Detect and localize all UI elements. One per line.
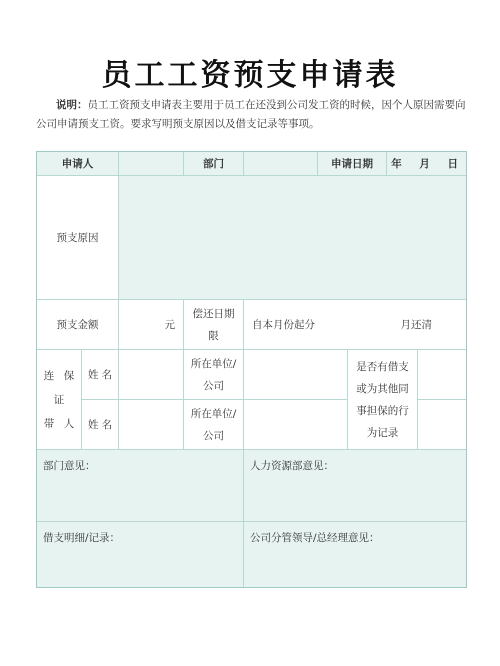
other-guarantee-line4: 为记录: [366, 426, 399, 439]
guarantor-char-3: 证: [53, 394, 65, 406]
apply-date-label: 申请日期: [318, 152, 387, 176]
page-title: 员工工资预支申请表: [101, 58, 399, 93]
guarantor-unit-field-2[interactable]: [244, 400, 348, 450]
guarantor-label: [37, 350, 82, 450]
instructions-lead: 说明：: [56, 99, 88, 111]
application-form: [36, 151, 467, 588]
dept-opinion-label: 部门意见：: [43, 460, 96, 472]
department-label: 部门: [184, 152, 244, 176]
unit-label-line1: 所在单位/: [190, 407, 237, 420]
leader-opinion-label: 公司分管领导/总经理意见：: [250, 532, 380, 544]
unit-label-line1: 所在单位/: [190, 357, 237, 370]
guarantor-unit-label-2: [184, 400, 244, 450]
department-field[interactable]: [244, 152, 318, 176]
guarantor-name-field-1[interactable]: [119, 350, 184, 400]
guarantor-char-5: 人: [63, 418, 75, 430]
reason-field[interactable]: [119, 176, 466, 300]
guarantor-name-label-2: 姓 名: [82, 400, 119, 450]
unit-label-line2: 公司: [203, 379, 224, 392]
amount-field[interactable]: [119, 300, 184, 350]
repay-plan-field[interactable]: [244, 300, 466, 350]
other-guarantee-line2: 或为其他同: [356, 382, 409, 395]
other-guarantee-field-2[interactable]: [418, 400, 466, 450]
loan-detail-field[interactable]: [37, 522, 244, 587]
currency-unit: 元: [164, 319, 175, 331]
reason-label: 预支原因: [37, 176, 119, 300]
guarantor-name-field-2[interactable]: [119, 400, 184, 450]
repay-date-label-line2: 限: [208, 329, 219, 342]
guarantor-unit-field-1[interactable]: [244, 350, 348, 400]
amount-label: 预支金额: [37, 300, 119, 350]
leader-opinion-field[interactable]: [244, 522, 466, 587]
repay-date-label: [184, 300, 244, 350]
apply-date-field[interactable]: 年 月 日: [387, 152, 466, 176]
unit-label-line2: 公司: [203, 429, 224, 442]
repay-to-text: 月还清: [400, 319, 432, 331]
hr-opinion-field[interactable]: [244, 450, 466, 522]
other-guarantee-field-1[interactable]: [418, 350, 466, 400]
applicant-label: 申请人: [37, 152, 119, 176]
dept-opinion-field[interactable]: [37, 450, 244, 522]
repay-date-label-line1: 偿还日期: [192, 307, 235, 320]
guarantor-unit-label-1: [184, 350, 244, 400]
guarantor-char-4: 带: [43, 418, 55, 430]
guarantor-char-1: 连: [43, 370, 55, 382]
other-guarantee-label: [348, 350, 418, 450]
hr-opinion-label: 人力资源部意见：: [250, 460, 334, 472]
loan-detail-label: 借支明细/记录：: [43, 532, 121, 544]
guarantor-name-label-1: 姓 名: [82, 350, 119, 400]
other-guarantee-line3: 事担保的行: [356, 404, 409, 417]
repay-from-text: 自本月份起分: [252, 319, 315, 331]
instructions-text: 员工工资预支申请表主要用于员工在还没到公司发工资的时候，因个人原因需要向公司申请预支工资。要求写明预支原因以及借支记录等事项。: [36, 99, 466, 130]
applicant-field[interactable]: [119, 152, 184, 176]
guarantor-char-2: 保: [63, 370, 75, 382]
instructions: [36, 96, 468, 134]
other-guarantee-line1: 是否有借支: [356, 360, 409, 373]
